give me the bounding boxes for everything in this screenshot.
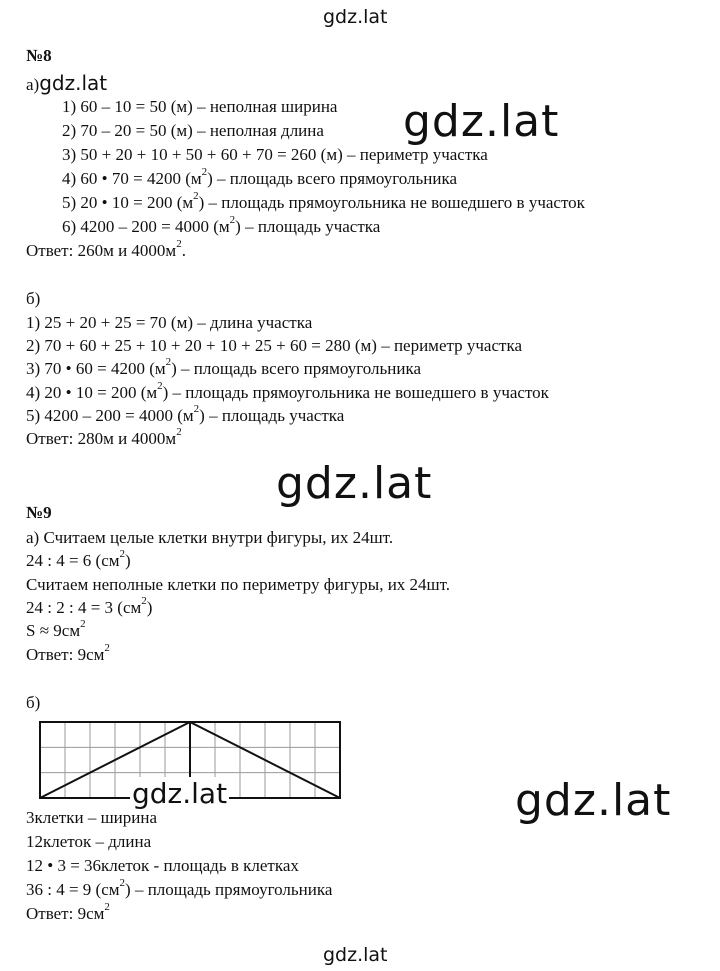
task8-b-line-1: 1) 25 + 20 + 25 = 70 (м) – длина участка <box>26 313 313 332</box>
watermark-figure: gdz.lat <box>132 777 228 810</box>
task9-b-line-1: 3клетки – ширина <box>26 808 158 827</box>
task8-a-answer: Ответ: 260м и $4000м^2$. <box>26 238 186 260</box>
task9-a-answer: Ответ: $9см^2$ <box>26 642 110 664</box>
task9-b-line-2: 12клеток – длина <box>26 832 152 851</box>
task8-a-line-6: 6) 4200 – 200 = 4000 $(м^2)$ – площадь участка <box>62 214 381 236</box>
task9-a-line-3: Считаем неполные клетки по периметру фигуры, их 24шт. <box>26 575 451 594</box>
task9-a-line-1: а) Считаем целые клетки внутри фигуры, их 24шт. <box>26 528 394 547</box>
task8-a-line-1: 1) 60 – 10 = 50 (м) – неполная ширина <box>62 97 338 116</box>
task8-a-line-5: 5) 20 • 10 = 200 $(м^2)$ – площадь прямоугольника не вошедшего в участок <box>62 190 585 212</box>
task8-b-line-2: 2) 70 + 60 + 25 + 10 + 20 + 10 + 25 + 60 = 280 (м) – периметр участка <box>26 336 522 355</box>
task9-a-line-5: $S \approx 9см^2$ <box>26 618 86 640</box>
task8-a-line-2: 2) 70 – 20 = 50 (м) – неполная длина <box>62 121 324 140</box>
watermark-top: gdz.lat <box>323 6 388 28</box>
task8-a-line-3: 3) 50 + 20 + 10 + 50 + 60 + 70 = 260 (м) – периметр участка <box>62 145 488 164</box>
task8-b-line-3: 3) 70 • 60 = 4200 $(м^2)$ – площадь всего прямоугольника <box>26 356 422 378</box>
watermark-bottom: gdz.lat <box>323 944 388 966</box>
task8-part-a-label: а)gdz.lat <box>26 71 108 95</box>
watermark-big-1: gdz.lat <box>403 96 560 147</box>
task9-b-line-3: 12 • 3 = 36клеток - площадь в клетках <box>26 856 299 875</box>
task9-b-line-4: 36 : 4 = 9 $(см^2)$ – площадь прямоугольника <box>26 877 333 899</box>
task9-b-answer: Ответ: $9см^2$ <box>26 901 110 923</box>
task8-b-answer: Ответ: 280м и $4000м^2$ <box>26 426 182 448</box>
task8-b-line-5: 5) 4200 – 200 = 4000 $(м^2)$ – площадь участка <box>26 403 345 425</box>
task8-a-line-4: 4) 60 • 70 = 4200 $(м^2)$ – площадь всего прямоугольника <box>62 166 458 188</box>
watermark-inline-a: gdz.lat <box>39 71 108 95</box>
task8-b-line-4: 4) 20 • 10 = 200 $(м^2)$ – площадь прямоугольника не вошедшего в участок <box>26 380 549 402</box>
watermark-big-3: gdz.lat <box>515 775 672 826</box>
task9-heading: №9 <box>26 503 52 522</box>
watermark-big-2: gdz.lat <box>276 458 433 509</box>
task9-a-line-2: 24 : 4 = 6 $(см^2)$ <box>26 548 131 570</box>
task8-heading: №8 <box>26 46 52 65</box>
task9-a-line-4: 24 : 2 : 4 = 3 $(см^2)$ <box>26 595 153 617</box>
task9-part-b-label: б) <box>26 693 41 712</box>
task8-part-b-label: б) <box>26 289 41 308</box>
